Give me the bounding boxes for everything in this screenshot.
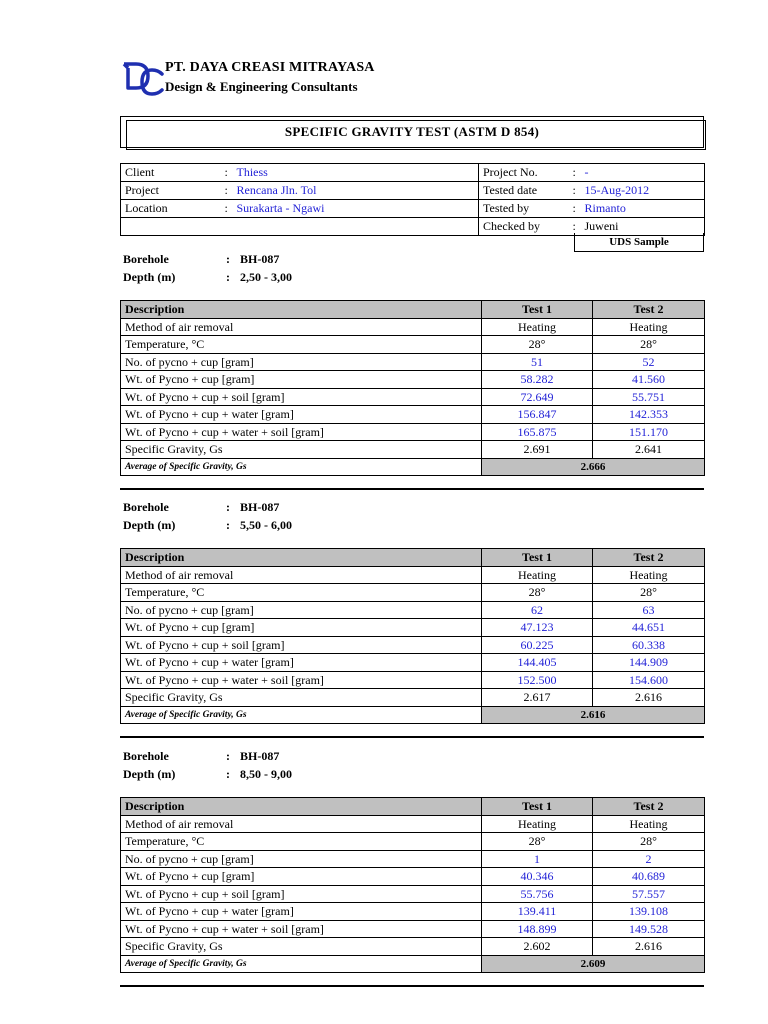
test2-value: 2.616	[593, 938, 705, 956]
table-row	[121, 336, 705, 354]
client-label: Client	[121, 164, 221, 182]
average-label: Average of Specific Gravity, Gs	[121, 458, 482, 476]
table-row	[121, 566, 705, 584]
test1-value: 72.649	[482, 388, 593, 406]
colon: :	[226, 749, 230, 763]
company-name: PT. DAYA CREASI MITRAYASA	[165, 60, 375, 75]
test2-value: Heating	[593, 318, 705, 336]
test2-value: 28°	[593, 584, 705, 602]
colon: :	[226, 500, 230, 514]
test1-value: Heating	[482, 318, 593, 336]
test1-value: Heating	[482, 566, 593, 584]
row-label: Method of air removal	[121, 318, 482, 336]
test1-value: Heating	[482, 815, 593, 833]
test1-value: 28°	[482, 584, 593, 602]
test1-value: 47.123	[482, 619, 593, 637]
test2-value: 2.616	[593, 689, 705, 707]
test2-header: Test 2	[593, 798, 705, 816]
location-label: Location	[121, 200, 221, 218]
row-label: Wt. of Pycno + cup [gram]	[121, 371, 482, 389]
row-label: Method of air removal	[121, 566, 482, 584]
checked-by-label: Checked by	[479, 218, 569, 236]
test2-value: 40.689	[593, 868, 705, 886]
test1-header: Test 1	[482, 549, 593, 567]
test2-value: 2.641	[593, 441, 705, 459]
section-divider	[120, 736, 704, 738]
test1-value: 40.346	[482, 868, 593, 886]
report-title-box	[120, 116, 704, 148]
test1-value: 2.602	[482, 938, 593, 956]
section-divider	[120, 985, 704, 987]
colon: :	[569, 200, 581, 218]
company-logo	[122, 60, 164, 98]
table-row	[121, 885, 705, 903]
table-row	[121, 850, 705, 868]
test1-value: 148.899	[482, 920, 593, 938]
colon: :	[221, 200, 233, 218]
report-title: SPECIFIC GRAVITY TEST (ASTM D 854)	[284, 124, 540, 139]
colon: :	[226, 270, 230, 284]
row-label: Wt. of Pycno + cup + water [gram]	[121, 406, 482, 424]
table-row	[121, 371, 705, 389]
average-label: Average of Specific Gravity, Gs	[121, 955, 482, 973]
table-row	[121, 815, 705, 833]
colon: :	[221, 164, 233, 182]
test2-value: Heating	[593, 566, 705, 584]
table-row	[121, 920, 705, 938]
test1-value: 165.875	[482, 423, 593, 441]
tested-date-label: Tested date	[479, 182, 569, 200]
colon: :	[226, 518, 230, 532]
test2-value: 139.108	[593, 903, 705, 921]
sample-type-label: UDS Sample	[574, 233, 704, 252]
company-subtitle: Design & Engineering Consultants	[165, 79, 358, 94]
row-label: No. of pycno + cup [gram]	[121, 601, 482, 619]
test2-value: 63	[593, 601, 705, 619]
test1-header: Test 1	[482, 301, 593, 319]
table-row	[121, 833, 705, 851]
project-no-label: Project No.	[479, 164, 569, 182]
table-row	[121, 636, 705, 654]
colon: :	[569, 218, 581, 236]
test1-value: 1	[482, 850, 593, 868]
test2-value: 57.557	[593, 885, 705, 903]
specific-gravity-table	[120, 548, 705, 724]
average-value: 2.666	[482, 458, 705, 476]
table-row	[121, 353, 705, 371]
table-row	[121, 903, 705, 921]
average-value: 2.609	[482, 955, 705, 973]
project-label: Project	[121, 182, 221, 200]
test2-value: 41.560	[593, 371, 705, 389]
test1-value: 28°	[482, 833, 593, 851]
depth-label: Depth (m)	[123, 767, 176, 781]
colon: :	[569, 164, 581, 182]
depth-label: Depth (m)	[123, 270, 176, 284]
tested-by-value: Rimanto	[581, 200, 705, 218]
checked-by-value: Juweni	[581, 218, 705, 236]
location-value: Surakarta - Ngawi	[233, 200, 479, 218]
row-label: Temperature, °C	[121, 833, 482, 851]
borehole-label: Borehole	[123, 500, 169, 514]
test1-value: 144.405	[482, 654, 593, 672]
section-divider	[120, 488, 704, 490]
table-row	[121, 619, 705, 637]
test2-value: 151.170	[593, 423, 705, 441]
average-value: 2.616	[482, 706, 705, 724]
borehole-value: BH-087	[240, 252, 280, 266]
test2-header: Test 2	[593, 301, 705, 319]
test2-value: Heating	[593, 815, 705, 833]
row-label: No. of pycno + cup [gram]	[121, 850, 482, 868]
tested-by-label: Tested by	[479, 200, 569, 218]
test2-value: 2	[593, 850, 705, 868]
row-label: Wt. of Pycno + cup + water [gram]	[121, 654, 482, 672]
specific-gravity-table	[120, 797, 705, 973]
row-label: Specific Gravity, Gs	[121, 441, 482, 459]
project-info-table	[120, 163, 705, 236]
row-label: No. of pycno + cup [gram]	[121, 353, 482, 371]
test1-value: 62	[482, 601, 593, 619]
table-row	[121, 654, 705, 672]
depth-label: Depth (m)	[123, 518, 176, 532]
row-label: Specific Gravity, Gs	[121, 689, 482, 707]
test1-value: 55.756	[482, 885, 593, 903]
depth-value: 2,50 - 3,00	[240, 270, 292, 284]
table-row	[121, 689, 705, 707]
test1-value: 156.847	[482, 406, 593, 424]
test1-value: 28°	[482, 336, 593, 354]
client-value: Thiess	[233, 164, 479, 182]
borehole-label: Borehole	[123, 252, 169, 266]
test1-value: 139.411	[482, 903, 593, 921]
colon: :	[226, 252, 230, 266]
depth-value: 8,50 - 9,00	[240, 767, 292, 781]
table-row	[121, 441, 705, 459]
test2-value: 28°	[593, 833, 705, 851]
depth-value: 5,50 - 6,00	[240, 518, 292, 532]
row-label: Wt. of Pycno + cup [gram]	[121, 619, 482, 637]
table-row	[121, 423, 705, 441]
test2-value: 52	[593, 353, 705, 371]
table-row	[121, 406, 705, 424]
row-label: Method of air removal	[121, 815, 482, 833]
test2-value: 44.651	[593, 619, 705, 637]
row-label: Temperature, °C	[121, 336, 482, 354]
test1-value: 2.617	[482, 689, 593, 707]
project-no-value: -	[581, 164, 705, 182]
row-label: Wt. of Pycno + cup + soil [gram]	[121, 885, 482, 903]
row-label: Wt. of Pycno + cup + soil [gram]	[121, 636, 482, 654]
table-row	[121, 671, 705, 689]
description-header: Description	[121, 301, 482, 319]
test1-value: 51	[482, 353, 593, 371]
table-row	[121, 388, 705, 406]
row-label: Wt. of Pycno + cup + water + soil [gram]	[121, 423, 482, 441]
table-row	[121, 601, 705, 619]
borehole-value: BH-087	[240, 500, 280, 514]
row-label: Wt. of Pycno + cup + water + soil [gram]	[121, 920, 482, 938]
test2-value: 144.909	[593, 654, 705, 672]
test1-value: 152.500	[482, 671, 593, 689]
borehole-label: Borehole	[123, 749, 169, 763]
row-label: Specific Gravity, Gs	[121, 938, 482, 956]
colon: :	[221, 182, 233, 200]
test2-value: 60.338	[593, 636, 705, 654]
specific-gravity-table	[120, 300, 705, 476]
test2-value: 142.353	[593, 406, 705, 424]
project-value: Rencana Jln. Tol	[233, 182, 479, 200]
test2-value: 55.751	[593, 388, 705, 406]
test1-header: Test 1	[482, 798, 593, 816]
table-row	[121, 938, 705, 956]
row-label: Wt. of Pycno + cup + water + soil [gram]	[121, 671, 482, 689]
test1-value: 2.691	[482, 441, 593, 459]
average-label: Average of Specific Gravity, Gs	[121, 706, 482, 724]
table-row	[121, 868, 705, 886]
borehole-value: BH-087	[240, 749, 280, 763]
description-header: Description	[121, 798, 482, 816]
tested-date-value: 15-Aug-2012	[581, 182, 705, 200]
test1-value: 58.282	[482, 371, 593, 389]
row-label: Wt. of Pycno + cup + water [gram]	[121, 903, 482, 921]
test2-value: 154.600	[593, 671, 705, 689]
row-label: Wt. of Pycno + cup [gram]	[121, 868, 482, 886]
row-label: Wt. of Pycno + cup + soil [gram]	[121, 388, 482, 406]
test2-value: 28°	[593, 336, 705, 354]
colon: :	[226, 767, 230, 781]
colon: :	[569, 182, 581, 200]
table-row	[121, 584, 705, 602]
row-label: Temperature, °C	[121, 584, 482, 602]
test1-value: 60.225	[482, 636, 593, 654]
description-header: Description	[121, 549, 482, 567]
table-row	[121, 318, 705, 336]
test2-header: Test 2	[593, 549, 705, 567]
test2-value: 149.528	[593, 920, 705, 938]
